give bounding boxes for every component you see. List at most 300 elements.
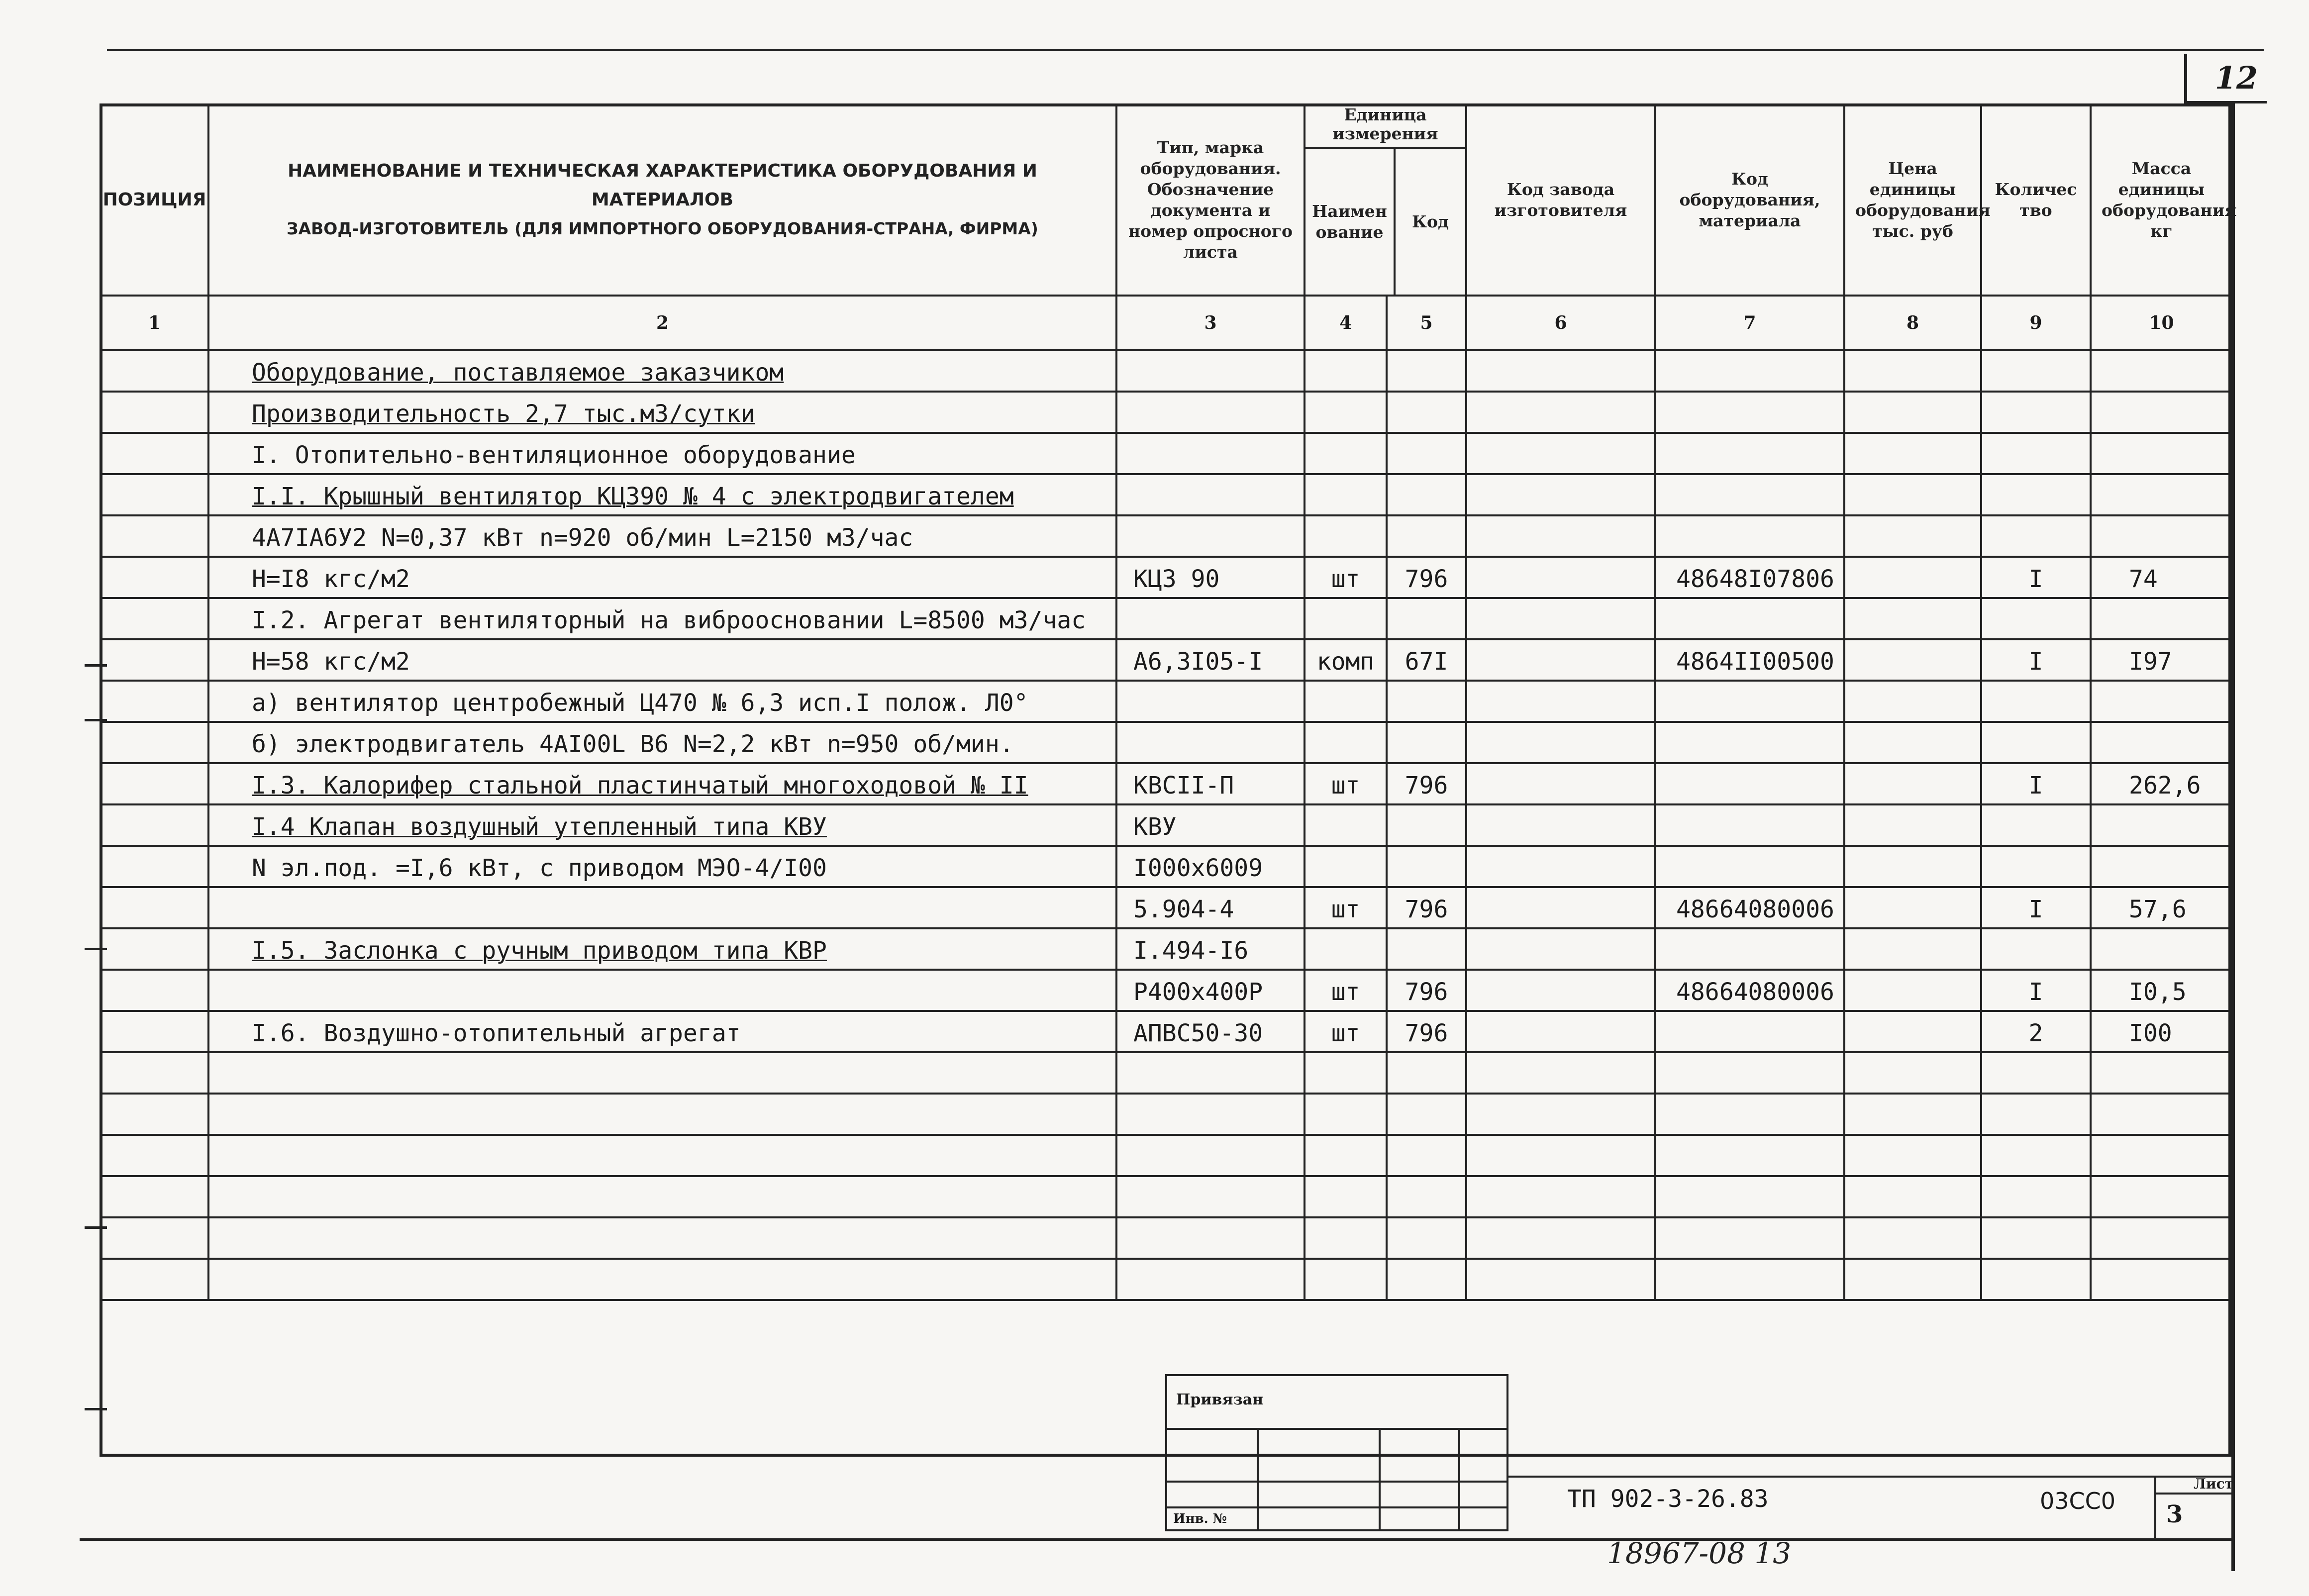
colnum: 6 bbox=[1466, 296, 1655, 350]
cell-unit-code bbox=[1387, 1135, 1466, 1176]
cell-mass bbox=[2091, 1135, 2232, 1176]
table-row bbox=[100, 1259, 2232, 1300]
cell-position bbox=[100, 763, 208, 804]
cell-mass: I0,5 bbox=[2091, 970, 2232, 1011]
cell-name: I.6. Воздушно-отопительный агрегат bbox=[208, 1011, 1116, 1052]
cell-quantity: I bbox=[1981, 557, 2091, 598]
cell-name: I.3. Калорифер стальной пластинчатый многоходовой № II bbox=[208, 763, 1116, 804]
cell-equipment-code bbox=[1655, 1135, 1844, 1176]
cell-unit-name bbox=[1305, 392, 1387, 433]
cell-type: АПВС50-30 bbox=[1116, 1011, 1305, 1052]
colnum: 1 bbox=[100, 296, 208, 350]
top-rule bbox=[107, 49, 2264, 51]
cell-maker-code bbox=[1466, 887, 1655, 928]
cell-unit-code: 796 bbox=[1387, 1011, 1466, 1052]
cell-position bbox=[100, 804, 208, 846]
cell-equipment-code bbox=[1655, 1011, 1844, 1052]
cell-unit-name: шт bbox=[1305, 1011, 1387, 1052]
stamp-divider bbox=[1257, 1430, 1259, 1531]
cell-position bbox=[100, 1052, 208, 1094]
cell-equipment-code bbox=[1655, 722, 1844, 763]
cell-name: I. Отопительно-вентиляционное оборудование bbox=[208, 433, 1116, 474]
cell-unit-name bbox=[1305, 1259, 1387, 1300]
cell-quantity bbox=[1981, 1217, 2091, 1259]
cell-unit-name: шт bbox=[1305, 970, 1387, 1011]
sheet-corner-number: 12 bbox=[2214, 60, 2258, 96]
header-unit-title: Единица измерения bbox=[1305, 105, 1465, 149]
table-row bbox=[100, 1217, 2232, 1259]
colnum: 3 bbox=[1116, 296, 1305, 350]
cell-position bbox=[100, 1217, 208, 1259]
cell-mass bbox=[2091, 1094, 2232, 1135]
table-row bbox=[100, 350, 2232, 392]
colnum: 10 bbox=[2091, 296, 2232, 350]
cell-price bbox=[1844, 1217, 1981, 1259]
cell-unit-name: комп bbox=[1305, 639, 1387, 681]
cell-type bbox=[1116, 722, 1305, 763]
cell-price bbox=[1844, 722, 1981, 763]
cell-unit-name: шт bbox=[1305, 763, 1387, 804]
cell-mass bbox=[2091, 1176, 2232, 1217]
cell-position bbox=[100, 557, 208, 598]
cell-mass bbox=[2091, 474, 2232, 515]
cell-price bbox=[1844, 846, 1981, 887]
cell-quantity bbox=[1981, 1135, 2091, 1176]
stamp-rule bbox=[1167, 1428, 1506, 1430]
cell-unit-code bbox=[1387, 433, 1466, 474]
cell-quantity bbox=[1981, 1176, 2091, 1217]
header-price: Цена единицы оборудования тыс. руб bbox=[1844, 104, 1981, 296]
cell-type: КЦ3 90 bbox=[1116, 557, 1305, 598]
cell-quantity bbox=[1981, 515, 2091, 557]
cell-maker-code bbox=[1466, 392, 1655, 433]
cell-mass bbox=[2091, 681, 2232, 722]
cell-name: I.2. Агрегат вентиляторный на виброосновании L=8500 м3/час bbox=[208, 598, 1116, 639]
cell-maker-code bbox=[1466, 1052, 1655, 1094]
cell-unit-name bbox=[1305, 515, 1387, 557]
cell-position bbox=[100, 722, 208, 763]
cell-maker-code bbox=[1466, 474, 1655, 515]
inventory-label: Инв. № bbox=[1173, 1511, 1227, 1526]
cell-mass bbox=[2091, 1052, 2232, 1094]
cell-unit-code: 796 bbox=[1387, 557, 1466, 598]
cell-unit-code bbox=[1387, 1094, 1466, 1135]
cell-quantity bbox=[1981, 1094, 2091, 1135]
cell-maker-code bbox=[1466, 557, 1655, 598]
table-row bbox=[100, 887, 2232, 928]
cell-name bbox=[208, 887, 1116, 928]
table-row bbox=[100, 1176, 2232, 1217]
cell-mass bbox=[2091, 928, 2232, 970]
cell-unit-code bbox=[1387, 681, 1466, 722]
cell-maker-code bbox=[1466, 722, 1655, 763]
margin-tick bbox=[85, 1408, 107, 1410]
cell-name: I.4 Клапан воздушный утепленный типа КВУ bbox=[208, 804, 1116, 846]
cell-name: Н=58 кгс/м2 bbox=[208, 639, 1116, 681]
cell-position bbox=[100, 474, 208, 515]
organization-code: 03СС0 bbox=[2040, 1488, 2116, 1514]
cell-equipment-code bbox=[1655, 928, 1844, 970]
cell-equipment-code bbox=[1655, 1052, 1844, 1094]
cell-price bbox=[1844, 639, 1981, 681]
cell-type bbox=[1116, 1135, 1305, 1176]
colnum: 4 bbox=[1305, 296, 1387, 350]
cell-maker-code bbox=[1466, 515, 1655, 557]
cell-type: 5.904-4 bbox=[1116, 887, 1305, 928]
cell-quantity: I bbox=[1981, 970, 2091, 1011]
table-row bbox=[100, 681, 2232, 722]
header-qty: Количество bbox=[1981, 104, 2091, 296]
cell-price bbox=[1844, 681, 1981, 722]
cell-name: Н=I8 кгс/м2 bbox=[208, 557, 1116, 598]
cell-position bbox=[100, 639, 208, 681]
colnum: 7 bbox=[1655, 296, 1844, 350]
cell-unit-name bbox=[1305, 1052, 1387, 1094]
title-block-rule bbox=[1508, 1476, 2231, 1478]
cell-type bbox=[1116, 350, 1305, 392]
margin-tick bbox=[85, 664, 107, 667]
cell-price bbox=[1844, 1011, 1981, 1052]
cell-maker-code bbox=[1466, 1217, 1655, 1259]
cell-price bbox=[1844, 1135, 1981, 1176]
bottom-rule bbox=[80, 1538, 2231, 1541]
cell-unit-name bbox=[1305, 474, 1387, 515]
cell-type bbox=[1116, 474, 1305, 515]
header-maker-code: Код завода изготовителя bbox=[1466, 104, 1655, 296]
cell-quantity bbox=[1981, 350, 2091, 392]
cell-maker-code bbox=[1466, 1176, 1655, 1217]
cell-mass bbox=[2091, 804, 2232, 846]
cell-unit-name bbox=[1305, 1176, 1387, 1217]
table-body bbox=[100, 350, 2232, 1300]
cell-price bbox=[1844, 970, 1981, 1011]
cell-name bbox=[208, 1094, 1116, 1135]
cell-unit-code bbox=[1387, 804, 1466, 846]
cell-name: а) вентилятор центробежный Ц470 № 6,3 исп.I полож. Л0° bbox=[208, 681, 1116, 722]
cell-price bbox=[1844, 598, 1981, 639]
cell-position bbox=[100, 681, 208, 722]
cell-quantity bbox=[1981, 598, 2091, 639]
cell-price bbox=[1844, 1259, 1981, 1300]
cell-quantity: I bbox=[1981, 763, 2091, 804]
cell-maker-code bbox=[1466, 970, 1655, 1011]
cell-mass: I97 bbox=[2091, 639, 2232, 681]
cell-equipment-code bbox=[1655, 515, 1844, 557]
cell-maker-code bbox=[1466, 1135, 1655, 1176]
cell-quantity bbox=[1981, 1052, 2091, 1094]
cell-name: N эл.под. =I,6 кВт, с приводом МЭО-4/I00 bbox=[208, 846, 1116, 887]
cell-name bbox=[208, 1259, 1116, 1300]
cell-unit-name bbox=[1305, 846, 1387, 887]
cell-maker-code bbox=[1466, 928, 1655, 970]
table-row bbox=[100, 1011, 2232, 1052]
cell-unit-name bbox=[1305, 598, 1387, 639]
stamp-divider bbox=[1379, 1430, 1381, 1531]
cell-unit-name bbox=[1305, 928, 1387, 970]
cell-mass: I00 bbox=[2091, 1011, 2232, 1052]
cell-position bbox=[100, 928, 208, 970]
header-unit-name: Наименование bbox=[1305, 149, 1396, 295]
header-equip-code: Код оборудования, материала bbox=[1655, 104, 1844, 296]
cell-unit-code bbox=[1387, 846, 1466, 887]
table-row bbox=[100, 1094, 2232, 1135]
cell-position bbox=[100, 1259, 208, 1300]
cell-price bbox=[1844, 1052, 1981, 1094]
cell-position bbox=[100, 1094, 208, 1135]
table-row bbox=[100, 557, 2232, 598]
handwritten-number: 18967-08 13 bbox=[1607, 1536, 1792, 1570]
cell-unit-name bbox=[1305, 350, 1387, 392]
colnum: 8 bbox=[1844, 296, 1981, 350]
cell-unit-code bbox=[1387, 928, 1466, 970]
table-row bbox=[100, 474, 2232, 515]
cell-unit-code bbox=[1387, 1217, 1466, 1259]
cell-unit-code bbox=[1387, 722, 1466, 763]
cell-mass bbox=[2091, 1217, 2232, 1259]
cell-type bbox=[1116, 681, 1305, 722]
cell-quantity bbox=[1981, 433, 2091, 474]
table-row bbox=[100, 970, 2232, 1011]
cell-unit-code bbox=[1387, 350, 1466, 392]
cell-type: А6,3I05-I bbox=[1116, 639, 1305, 681]
cell-price bbox=[1844, 515, 1981, 557]
header-name-line2: ЗАВОД-ИЗГОТОВИТЕЛЬ (ДЛЯ ИМПОРТНОГО ОБОРУДОВАНИЯ-СТРАНА, ФИРМА) bbox=[287, 219, 1038, 238]
cell-name bbox=[208, 970, 1116, 1011]
cell-equipment-code bbox=[1655, 1176, 1844, 1217]
column-number-row bbox=[100, 296, 2232, 350]
cell-maker-code bbox=[1466, 1011, 1655, 1052]
cell-equipment-code bbox=[1655, 1094, 1844, 1135]
sheet-corner-box bbox=[2184, 54, 2267, 103]
cell-type bbox=[1116, 1052, 1305, 1094]
cell-price bbox=[1844, 928, 1981, 970]
cell-type bbox=[1116, 1259, 1305, 1300]
cell-maker-code bbox=[1466, 763, 1655, 804]
cell-price bbox=[1844, 1094, 1981, 1135]
colnum: 5 bbox=[1387, 296, 1466, 350]
table-row bbox=[100, 639, 2232, 681]
cell-position bbox=[100, 1176, 208, 1217]
cell-unit-name: шт bbox=[1305, 887, 1387, 928]
header-unit-code: Код bbox=[1411, 212, 1449, 231]
stamp-label: Привязан bbox=[1176, 1391, 1264, 1408]
header-name-line1: НАИМЕНОВАНИЕ И ТЕХНИЧЕСКАЯ ХАРАКТЕРИСТИКА ОБОРУДОВАНИЯ И МАТЕРИАЛОВ bbox=[288, 161, 1037, 210]
cell-equipment-code: 48648I07806 bbox=[1655, 557, 1844, 598]
cell-price bbox=[1844, 1176, 1981, 1217]
cell-quantity bbox=[1981, 1259, 2091, 1300]
header-name bbox=[208, 104, 1116, 296]
cell-maker-code bbox=[1466, 350, 1655, 392]
cell-name: б) электродвигатель 4АI00L В6 N=2,2 кВт n=950 об/мин. bbox=[208, 722, 1116, 763]
cell-unit-code: 796 bbox=[1387, 970, 1466, 1011]
cell-name: I.5. Заслонка с ручным приводом типа КВР bbox=[208, 928, 1116, 970]
cell-unit-name bbox=[1305, 1094, 1387, 1135]
cell-price bbox=[1844, 350, 1981, 392]
cell-quantity: 2 bbox=[1981, 1011, 2091, 1052]
cell-unit-name: шт bbox=[1305, 557, 1387, 598]
cell-maker-code bbox=[1466, 846, 1655, 887]
equipment-spec-table bbox=[100, 103, 2237, 1301]
cell-name: I.I. Крышный вентилятор КЦ390 № 4 с электродвигателем bbox=[208, 474, 1116, 515]
cell-unit-name bbox=[1305, 433, 1387, 474]
cell-equipment-code: 4864II00500 bbox=[1655, 639, 1844, 681]
cell-price bbox=[1844, 474, 1981, 515]
cell-unit-name bbox=[1305, 722, 1387, 763]
cell-price bbox=[1844, 804, 1981, 846]
cell-unit-code bbox=[1387, 1176, 1466, 1217]
header-mass: Масса единицы оборудования кг bbox=[2091, 104, 2232, 296]
cell-equipment-code bbox=[1655, 681, 1844, 722]
cell-quantity bbox=[1981, 846, 2091, 887]
cell-mass: 74 bbox=[2091, 557, 2232, 598]
cell-maker-code bbox=[1466, 639, 1655, 681]
cell-equipment-code bbox=[1655, 804, 1844, 846]
cell-mass bbox=[2091, 350, 2232, 392]
cell-equipment-code bbox=[1655, 1259, 1844, 1300]
table-row bbox=[100, 763, 2232, 804]
table-row bbox=[100, 804, 2232, 846]
table-row bbox=[100, 928, 2232, 970]
cell-equipment-code bbox=[1655, 433, 1844, 474]
table-row bbox=[100, 846, 2232, 887]
cell-unit-code: 796 bbox=[1387, 763, 1466, 804]
cell-name: Оборудование, поставляемое заказчиком bbox=[208, 350, 1116, 392]
cell-name bbox=[208, 1176, 1116, 1217]
cell-quantity bbox=[1981, 474, 2091, 515]
cell-unit-name bbox=[1305, 804, 1387, 846]
table-row bbox=[100, 392, 2232, 433]
cell-type: Р400х400Р bbox=[1116, 970, 1305, 1011]
cell-type: КВСII-П bbox=[1116, 763, 1305, 804]
cell-position bbox=[100, 1135, 208, 1176]
document-code: ТП 902-3-26.83 bbox=[1567, 1485, 1769, 1513]
sheet-number: 3 bbox=[2166, 1500, 2183, 1528]
cell-type bbox=[1116, 1094, 1305, 1135]
cell-maker-code bbox=[1466, 433, 1655, 474]
table-row bbox=[100, 1052, 2232, 1094]
cell-unit-code: 67I bbox=[1387, 639, 1466, 681]
cell-mass bbox=[2091, 1259, 2232, 1300]
header-unit bbox=[1305, 104, 1466, 296]
cell-name bbox=[208, 1052, 1116, 1094]
cell-name bbox=[208, 1135, 1116, 1176]
cell-equipment-code: 48664080006 bbox=[1655, 970, 1844, 1011]
cell-position bbox=[100, 433, 208, 474]
table-row bbox=[100, 598, 2232, 639]
cell-position bbox=[100, 515, 208, 557]
cell-type bbox=[1116, 598, 1305, 639]
cell-mass bbox=[2091, 433, 2232, 474]
binding-stamp bbox=[1165, 1374, 1508, 1531]
cell-unit-code bbox=[1387, 392, 1466, 433]
cell-unit-name bbox=[1305, 1135, 1387, 1176]
colnum: 9 bbox=[1981, 296, 2091, 350]
table-row bbox=[100, 722, 2232, 763]
cell-type: КВУ bbox=[1116, 804, 1305, 846]
cell-price bbox=[1844, 557, 1981, 598]
cell-quantity bbox=[1981, 681, 2091, 722]
cell-equipment-code: 48664080006 bbox=[1655, 887, 1844, 928]
stamp-rule bbox=[1167, 1506, 1506, 1508]
cell-price bbox=[1844, 763, 1981, 804]
stamp-rule bbox=[1167, 1481, 1506, 1483]
cell-name: 4А7IА6У2 N=0,37 кВт n=920 об/мин L=2150 м3/час bbox=[208, 515, 1116, 557]
cell-type: I000х6009 bbox=[1116, 846, 1305, 887]
cell-name: Производительность 2,7 тыс.м3/сутки bbox=[208, 392, 1116, 433]
cell-equipment-code bbox=[1655, 763, 1844, 804]
cell-unit-name bbox=[1305, 1217, 1387, 1259]
cell-position bbox=[100, 1011, 208, 1052]
cell-mass bbox=[2091, 515, 2232, 557]
cell-unit-name bbox=[1305, 681, 1387, 722]
cell-mass bbox=[2091, 722, 2232, 763]
cell-unit-code bbox=[1387, 598, 1466, 639]
colnum: 2 bbox=[208, 296, 1116, 350]
table-row bbox=[100, 433, 2232, 474]
table-row bbox=[100, 515, 2232, 557]
cell-equipment-code bbox=[1655, 846, 1844, 887]
stamp-rule bbox=[1167, 1455, 1506, 1457]
cell-type bbox=[1116, 392, 1305, 433]
cell-maker-code bbox=[1466, 804, 1655, 846]
cell-position bbox=[100, 887, 208, 928]
header-type: Тип, марка оборудования. Обозначение документа и номер опросного листа bbox=[1116, 104, 1305, 296]
cell-type bbox=[1116, 1217, 1305, 1259]
cell-quantity bbox=[1981, 804, 2091, 846]
cell-equipment-code bbox=[1655, 350, 1844, 392]
cell-price bbox=[1844, 392, 1981, 433]
cell-equipment-code bbox=[1655, 392, 1844, 433]
cell-quantity bbox=[1981, 722, 2091, 763]
header-position: ПОЗИЦИЯ bbox=[100, 104, 208, 296]
cell-quantity: I bbox=[1981, 639, 2091, 681]
margin-tick bbox=[85, 948, 107, 950]
cell-mass bbox=[2091, 392, 2232, 433]
cell-name bbox=[208, 1217, 1116, 1259]
cell-mass bbox=[2091, 598, 2232, 639]
cell-position bbox=[100, 598, 208, 639]
cell-quantity bbox=[1981, 928, 2091, 970]
cell-equipment-code bbox=[1655, 474, 1844, 515]
cell-position bbox=[100, 392, 208, 433]
cell-equipment-code bbox=[1655, 1217, 1844, 1259]
cell-mass bbox=[2091, 846, 2232, 887]
cell-mass: 57,6 bbox=[2091, 887, 2232, 928]
cell-unit-code: 796 bbox=[1387, 887, 1466, 928]
cell-position bbox=[100, 970, 208, 1011]
cell-maker-code bbox=[1466, 598, 1655, 639]
sheet-box bbox=[2154, 1476, 2233, 1538]
margin-tick bbox=[85, 1226, 107, 1229]
table-row bbox=[100, 1135, 2232, 1176]
cell-type bbox=[1116, 433, 1305, 474]
cell-type: I.494-I6 bbox=[1116, 928, 1305, 970]
stamp-divider bbox=[1458, 1430, 1460, 1531]
cell-maker-code bbox=[1466, 1094, 1655, 1135]
cell-price bbox=[1844, 887, 1981, 928]
header-unit-sub bbox=[1305, 149, 1465, 295]
cell-mass: 262,6 bbox=[2091, 763, 2232, 804]
cell-quantity: I bbox=[1981, 887, 2091, 928]
cell-unit-code bbox=[1387, 515, 1466, 557]
cell-type bbox=[1116, 1176, 1305, 1217]
sheet-label: Лист bbox=[2156, 1476, 2233, 1495]
cell-unit-code bbox=[1387, 1259, 1466, 1300]
cell-position bbox=[100, 846, 208, 887]
cell-quantity bbox=[1981, 392, 2091, 433]
cell-unit-code bbox=[1387, 474, 1466, 515]
cell-price bbox=[1844, 433, 1981, 474]
